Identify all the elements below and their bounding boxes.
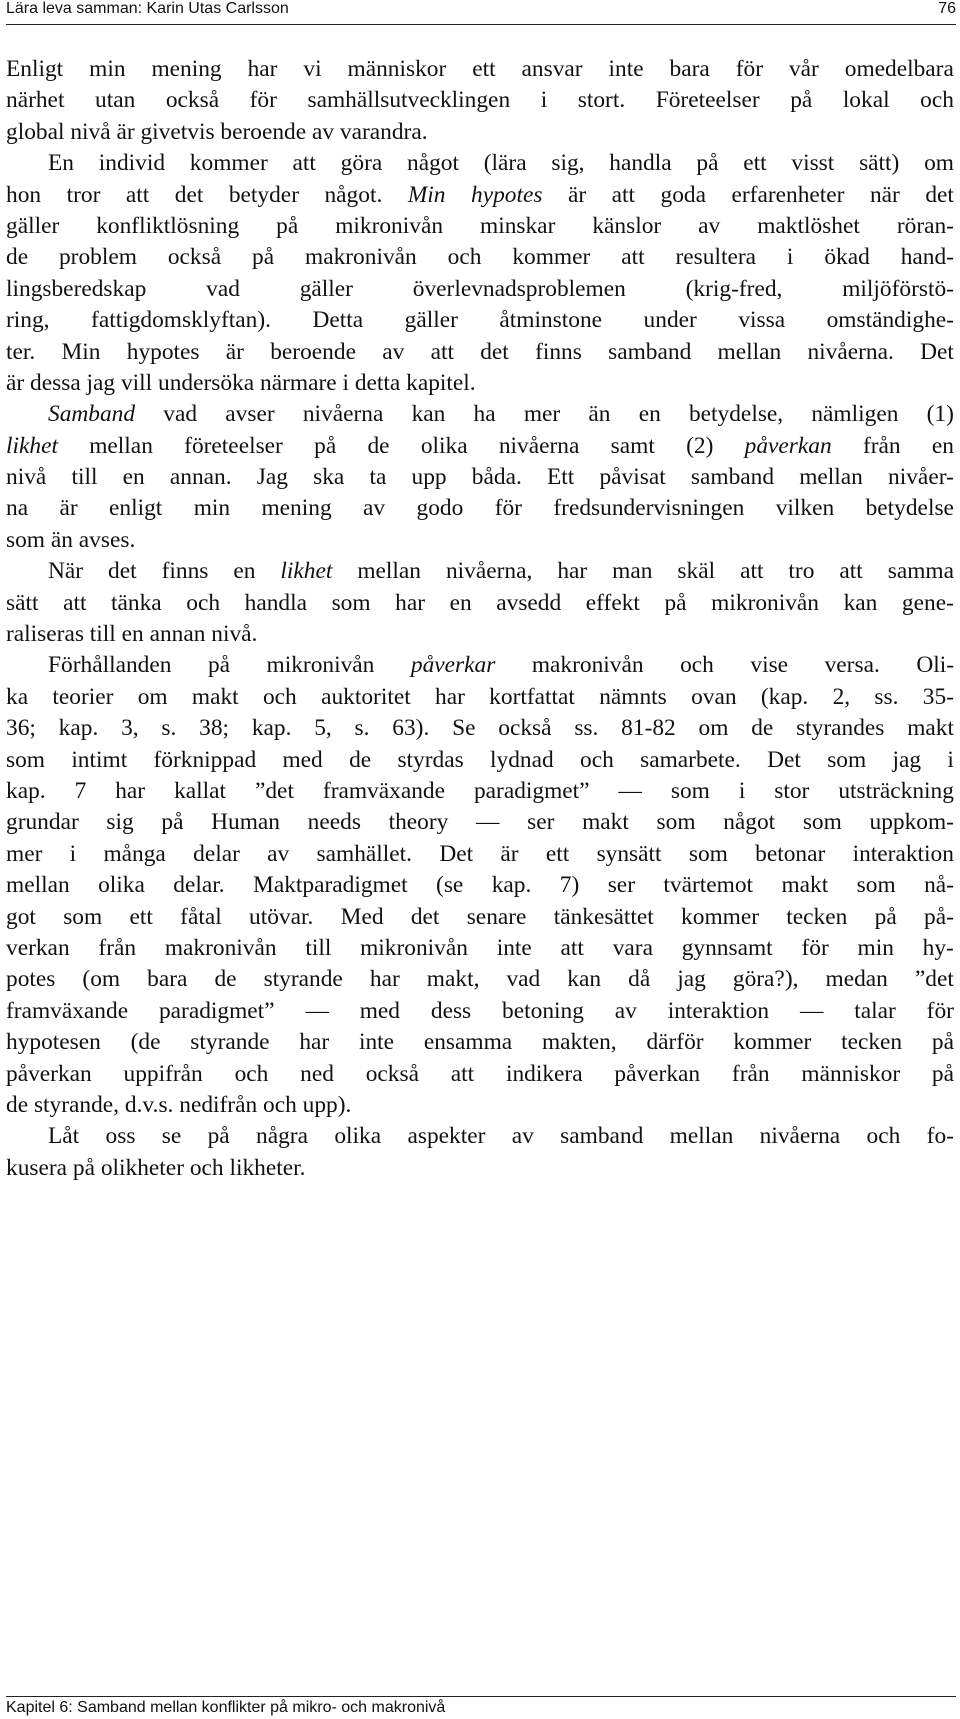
text-line: global nivå är givetvis beroende av varandra. [6,118,428,145]
text-line: Enligt min mening har vi människor ett ansvar inte bara för vår omedelbara [6,56,954,82]
text-line: na är enligt min mening av godo för fredsundervisningen vilken betydelse [6,495,954,522]
text-line: de styrande, d.v.s. nedifrån och upp). [6,1091,352,1118]
text-line: mellan olika delar. Maktparadigmet (se kap. 7) ser tvärtemot makt som nå- [6,872,954,899]
text-line: kap. 7 har kallat ”det framväxande paradigmet” — som i stor utsträckning [6,777,954,804]
text-line: hon tror att det betyder något. Min hypotes är att goda erfarenheter när det [6,181,954,208]
text-line: de problem också på makronivån och kommer att resultera i ökad hand- [6,244,954,271]
running-title: Lära leva samman: Karin Utas Carlsson [6,0,289,17]
text-line: gäller konfliktlösning på mikronivån minskar känslor av maktlöshet röran- [6,212,954,239]
text-line: got som ett fåtal utövar. Med det senare tänkesättet kommer tecken på på- [6,903,954,930]
body-text [6,54,954,1184]
text-line: mer i många delar av samhället. Det är ett synsätt som betonar interaktion [6,840,954,867]
text-line: kusera på olikheter och likheter. [6,1154,306,1181]
page-header [6,0,956,25]
text-line: Låt oss se på några olika aspekter av samband mellan nivåerna och fo- [48,1123,954,1150]
text-line: verkan från makronivån till mikronivån inte att vara gynnsamt för min hy- [6,934,954,961]
page-number: 76 [938,0,956,17]
chapter-footer: Kapitel 6: Samband mellan konflikter på mikro- och makronivå [6,1699,446,1716]
text-line: lingsberedskap vad gäller överlevnadsproblemen (krig-fred, miljöförstö- [6,275,954,302]
text-line: närhet utan också för samhällsutvecklingen i stort. Företeelser på lokal och [6,87,954,114]
text-line: En individ kommer att göra något (lära sig, handla på ett visst sätt) om [48,150,954,177]
text-line: som än avses. [6,526,136,553]
text-line: är dessa jag vill undersöka närmare i detta kapitel. [6,369,476,396]
text-line: raliseras till en annan nivå. [6,621,258,648]
page-footer [6,1696,956,1717]
text-line: likhet mellan företeelser på de olika nivåerna samt (2) påverkan från en [6,432,954,459]
text-line: framväxande paradigmet” — med dess betoning av interaktion — talar för [6,997,954,1024]
text-line: grundar sig på Human needs theory — ser makt som något som uppkom- [6,809,954,836]
text-line: påverkan uppifrån och ned också att indikera påverkan från människor på [6,1060,954,1087]
text-line: potes (om bara de styrande har makt, vad kan då jag göra?), medan ”det [6,966,954,993]
text-line: hypotesen (de styrande har inte ensamma makten, därför kommer tecken på [6,1029,954,1056]
text-line: nivå till en annan. Jag ska ta upp båda. Ett påvisat samband mellan nivåer- [6,464,954,491]
text-line: 36; kap. 3, s. 38; kap. 5, s. 63). Se också ss. 81-82 om de styrandes makt [6,715,954,742]
text-line: Samband vad avser nivåerna kan ha mer än en betydelse, nämligen (1) [48,401,954,428]
text-line: ter. Min hypotes är beroende av att det finns samband mellan nivåerna. Det [6,338,954,365]
text-line: Förhållanden på mikronivån påverkar makronivån och vise versa. Oli- [48,652,954,679]
text-line: När det finns en likhet mellan nivåerna, har man skäl att tro att samma [48,558,954,585]
text-line: sätt att tänka och handla som har en avsedd effekt på mikronivån kan gene- [6,589,954,616]
text-line: ring, fattigdomsklyftan). Detta gäller åtminstone under vissa omständighe- [6,307,954,334]
text-line: som intimt förknippad med de styrdas lydnad och samarbete. Det som jag i [6,746,954,773]
text-line: ka teorier om makt och auktoritet har kortfattat nämnts ovan (kap. 2, ss. 35- [6,683,954,710]
